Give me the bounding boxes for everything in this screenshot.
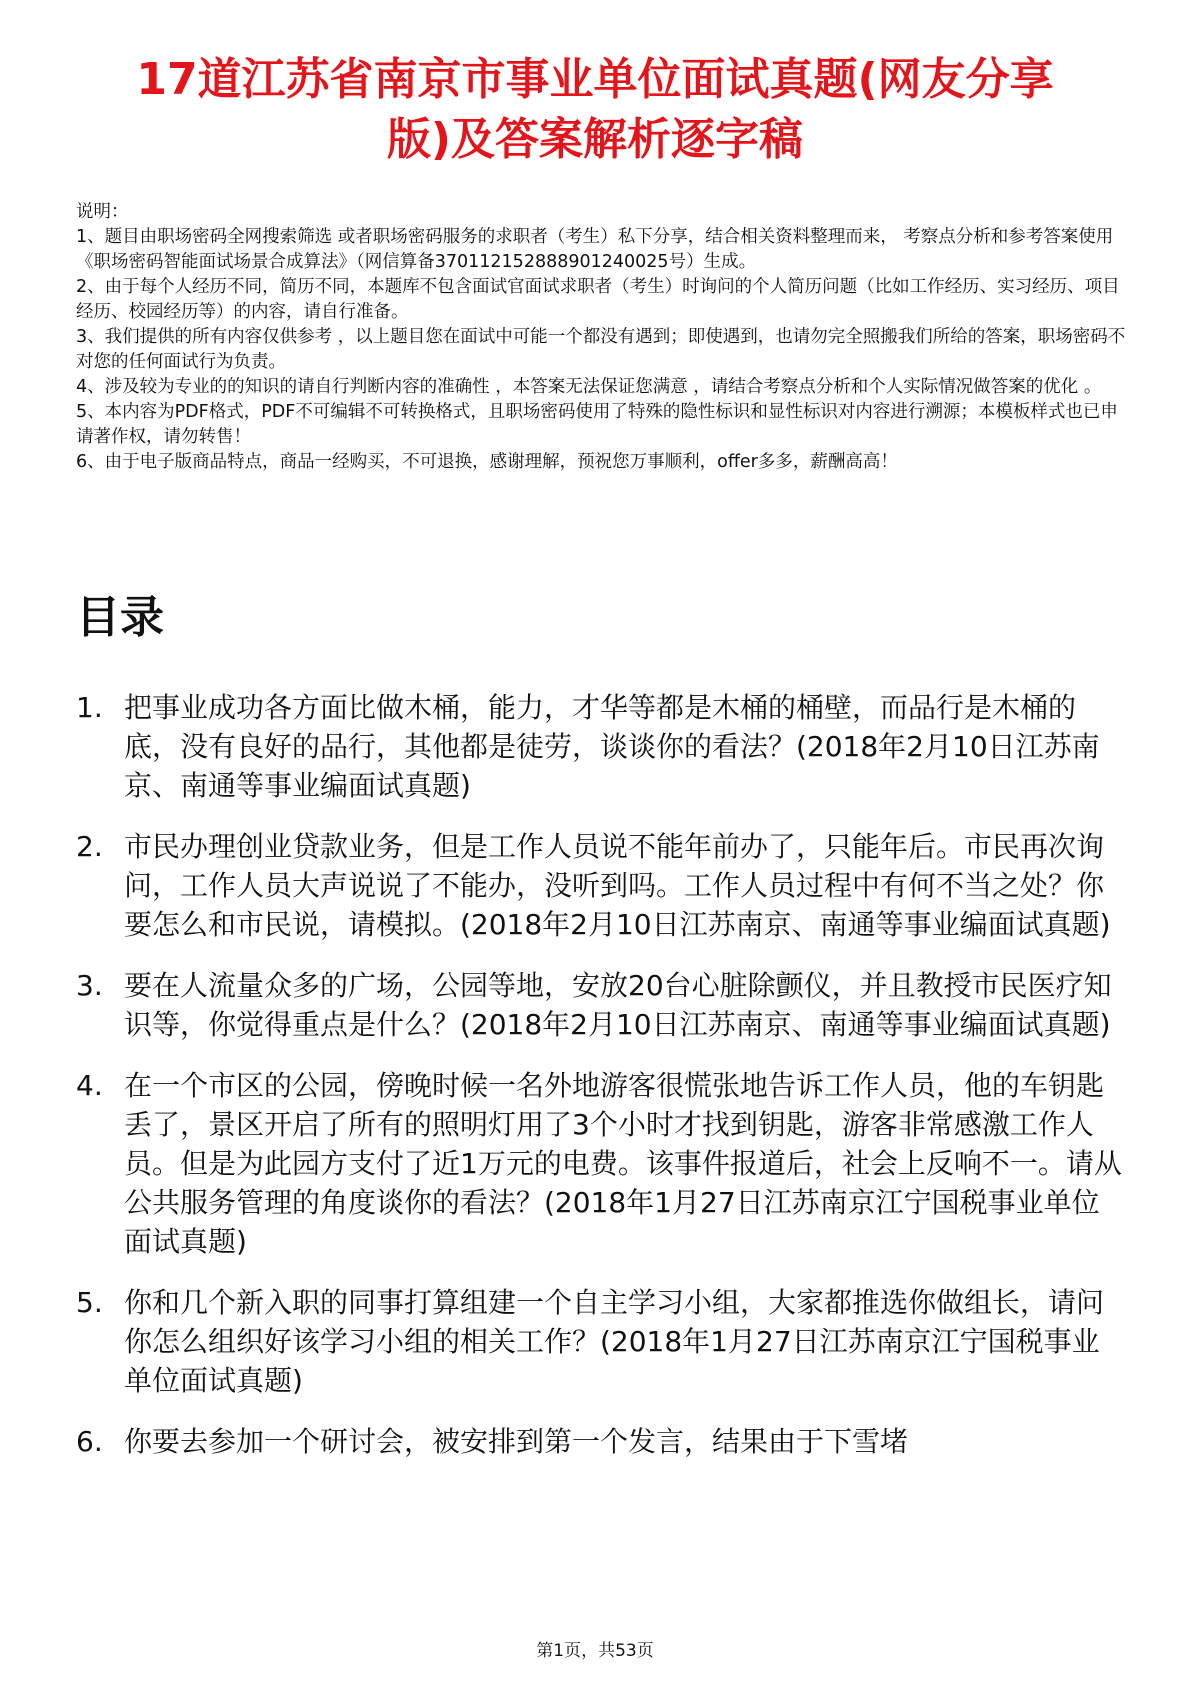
table-of-contents [76, 688, 1126, 1483]
toc-heading: 目录 [76, 592, 164, 643]
toc-item-text[interactable]: 把事业成功各方面比做木桶，能力，才华等都是木桶的桶壁，而品行是木桶的底，没有良好的品行，其他都是徒劳，谈谈你的看法？(2018年2月10日江苏南京、南通等事业编面试真题) [124, 691, 1100, 802]
toc-item-number: 5. [76, 1286, 103, 1319]
toc-item-number: 4. [76, 1069, 103, 1102]
note-item-4: 4、涉及较为专业的的知识的请自行判断内容的准确性 ，本答案无法保证您满意 ，请结合考察点分析和个人实际情况做答案的优化 。 [76, 377, 1102, 397]
toc-item[interactable] [76, 1283, 1126, 1400]
toc-item[interactable] [76, 1422, 1126, 1461]
toc-item-text[interactable]: 要在人流量众多的广场，公园等地，安放20台心脏除颤仪，并且教授市民医疗知识等，你觉得重点是什么？(2018年2月10日江苏南京、南通等事业编面试真题) [124, 969, 1112, 1041]
toc-item[interactable] [76, 966, 1126, 1044]
note-item-2: 2、由于每个人经历不同，简历不同，本题库不包含面试官面试求职者（考生）时询问的个人简历问题（比如工作经历、实习经历、项目经历、校园经历等）的内容，请自行准备。 [76, 277, 1120, 322]
title-line-2: 版)及答案解析逐字稿 [386, 114, 804, 165]
note-item-6: 6、由于电子版商品特点，商品一经购买，不可退换，感谢理解，预祝您万事顺利，offer多多，薪酬高高！ [76, 452, 898, 472]
toc-item[interactable] [76, 1066, 1126, 1261]
note-item-3: 3、我们提供的所有内容仅供参考 ，以上题目您在面试中可能一个都没有遇到；即使遇到，也请勿完全照搬我们所给的答案，职场密码不对您的任何面试行为负责。 [76, 327, 1126, 372]
toc-item-number: 3. [76, 969, 103, 1002]
toc-item-text[interactable]: 市民办理创业贷款业务，但是工作人员说不能年前办了，只能年后。市民再次询问，工作人员大声说说了不能办，没听到吗。工作人员过程中有何不当之处？你要怎么和市民说，请模拟。(2018年2月10日江苏南京、南通等事业编面试真题) [124, 830, 1111, 941]
toc-item-number: 2. [76, 830, 103, 863]
toc-item-text[interactable]: 在一个市区的公园，傍晚时候一名外地游客很慌张地告诉工作人员，他的车钥匙丢了，景区开启了所有的照明灯用了3个小时才找到钥匙，游客非常感激工作人员。但是为此园方支付了近1万元的电费。该事件报道后，社会上反响不一。请从公共服务管理的角度谈你的看法？(2018年1月27日江苏南京江宁国税事业单位面试真题) [124, 1069, 1122, 1258]
title-line-1: 17道江苏省南京市事业单位面试真题(网友分享 [136, 54, 1054, 105]
toc-item[interactable] [76, 688, 1126, 805]
toc-item-text[interactable]: 你和几个新入职的同事打算组建一个自主学习小组，大家都推选你做组长，请问你怎么组织好该学习小组的相关工作？(2018年1月27日江苏南京江宁国税事业单位面试真题) [124, 1286, 1105, 1397]
page-footer: 第1页，共53页 [0, 1640, 1190, 1662]
toc-item-number: 6. [76, 1425, 103, 1458]
notes-heading: 说明： [76, 202, 129, 222]
toc-item-number: 1. [76, 691, 103, 724]
toc-item-text[interactable]: 你要去参加一个研讨会，被安排到第一个发言，结果由于下雪堵 [124, 1425, 909, 1458]
toc-item[interactable] [76, 827, 1126, 944]
note-item-5: 5、本内容为PDF格式，PDF不可编辑不可转换格式，且职场密码使用了特殊的隐性标识和显性标识对内容进行溯源；本模板样式也已申请著作权，请勿转售！ [76, 402, 1118, 447]
note-item-1: 1、题目由职场密码全网搜索筛选 或者职场密码服务的求职者（考生）私下分享，结合相关资料整理而来， 考察点分析和参考答案使用《职场密码智能面试场景合成算法》（网信算备370112152888901240025号）生成。 [76, 227, 1114, 272]
